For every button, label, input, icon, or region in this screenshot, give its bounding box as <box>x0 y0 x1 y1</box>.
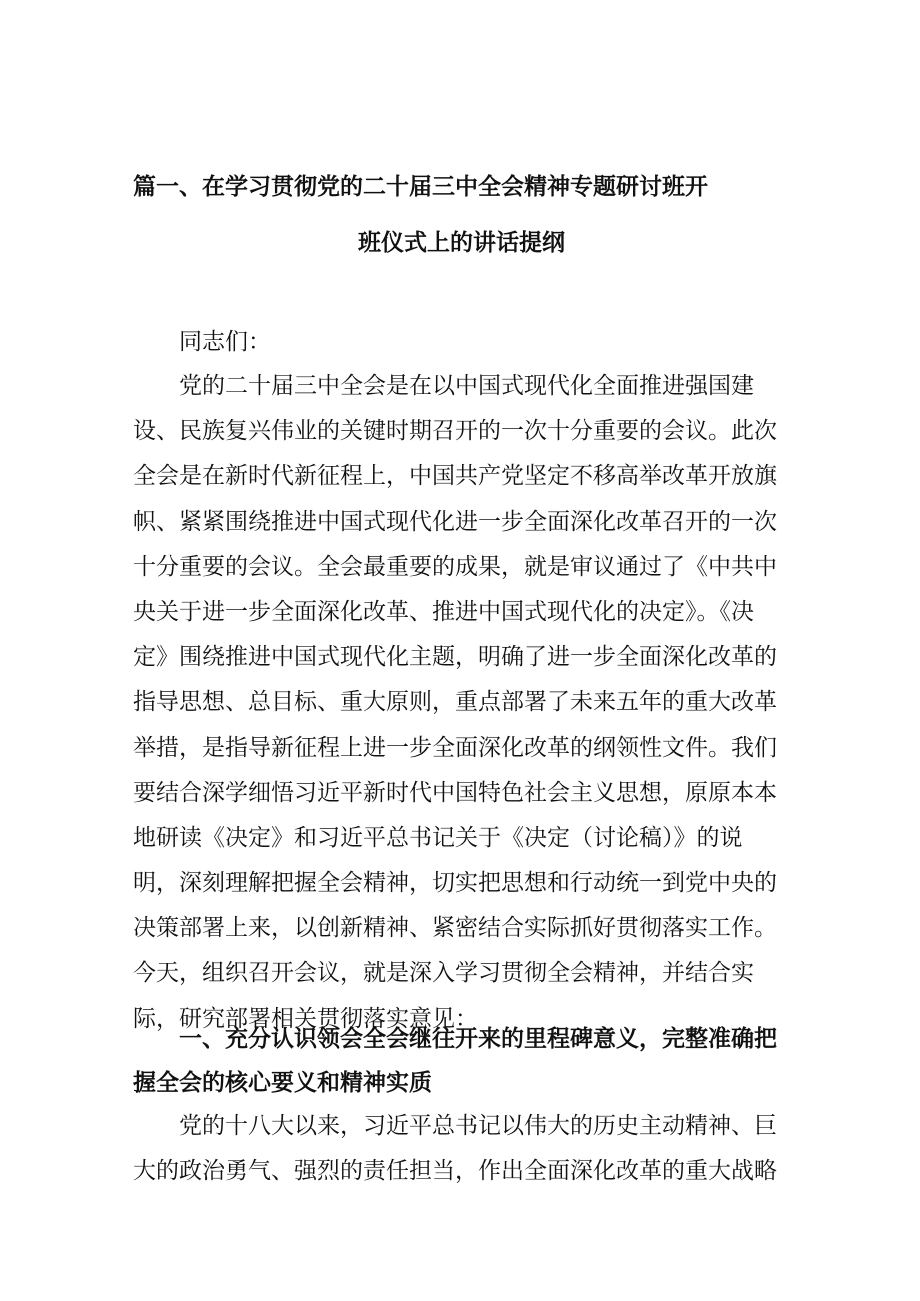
paragraph-line: 地研读《决定》和习近平总书记关于《决定（讨论稿）》的说 <box>133 824 743 851</box>
paragraph-line: 党的二十届三中全会是在以中国式现代化全面推进强国建 <box>179 373 754 399</box>
paragraph-line: 央关于进一步全面深化改革、推进中国式现代化的决定》。《决 <box>133 598 754 625</box>
paragraph-line: 明，深刻理解把握全会精神，切实把思想和行动统一到党中央的 <box>133 870 777 897</box>
paragraph-line: 全会是在新时代新征程上，中国共产党坚定不移高举改革开放旗 <box>133 463 777 490</box>
salutation-block <box>133 320 793 365</box>
salutation: 同志们： <box>179 329 271 355</box>
paragraph-line: 帜、紧紧围绕推进中国式现代化进一步全面深化改革召开的一次 <box>133 508 777 535</box>
section-heading-1 <box>133 1017 793 1105</box>
paragraph-2 <box>133 1104 793 1194</box>
paragraph-line: 十分重要的会议。全会最重要的成果，就是审议通过了《中共中 <box>133 553 777 580</box>
section-heading-line: 握全会的核心要义和精神实质 <box>133 1070 432 1096</box>
section-heading-line: 一、充分认识领会全会继往开来的里程碑意义，完整准确把 <box>179 1026 777 1052</box>
paragraph-line: 指导思想、总目标、重大原则，重点部署了未来五年的重大改革 <box>133 689 777 716</box>
document-title-line-1: 篇一、在学习贯彻党的二十届三中全会精神专题研讨班开 <box>133 174 708 200</box>
paragraph-line: 设、民族复兴伟业的关键时期召开的一次十分重要的会议。此次 <box>133 418 777 445</box>
paragraph-line: 举措，是指导新征程上进一步全面深化改革的纲领性文件。我们 <box>133 734 777 761</box>
document-title-line-2: 班仪式上的讲话提纲 <box>358 230 565 256</box>
paragraph-line: 定》围绕推进中国式现代化主题，明确了进一步全面深化改革的 <box>133 644 777 671</box>
paragraph-line: 际，研究部署相关贯彻落实意见： <box>133 1005 478 1032</box>
paragraph-line: 决策部署上来，以创新精神、紧密结合实际抓好贯彻落实工作。 <box>133 915 777 942</box>
paragraph-line: 要结合深学细悟习近平新时代中国特色社会主义思想，原原本本 <box>133 779 777 806</box>
paragraph-line: 大的政治勇气、强烈的责任担当，作出全面深化改革的重大战略 <box>133 1158 777 1185</box>
paragraph-line: 党的十八大以来，习近平总书记以伟大的历史主动精神、巨 <box>179 1113 777 1139</box>
paragraph-line: 今天，组织召开会议，就是深入学习贯彻全会精神，并结合实 <box>133 960 754 987</box>
paragraph-1 <box>133 364 793 1042</box>
